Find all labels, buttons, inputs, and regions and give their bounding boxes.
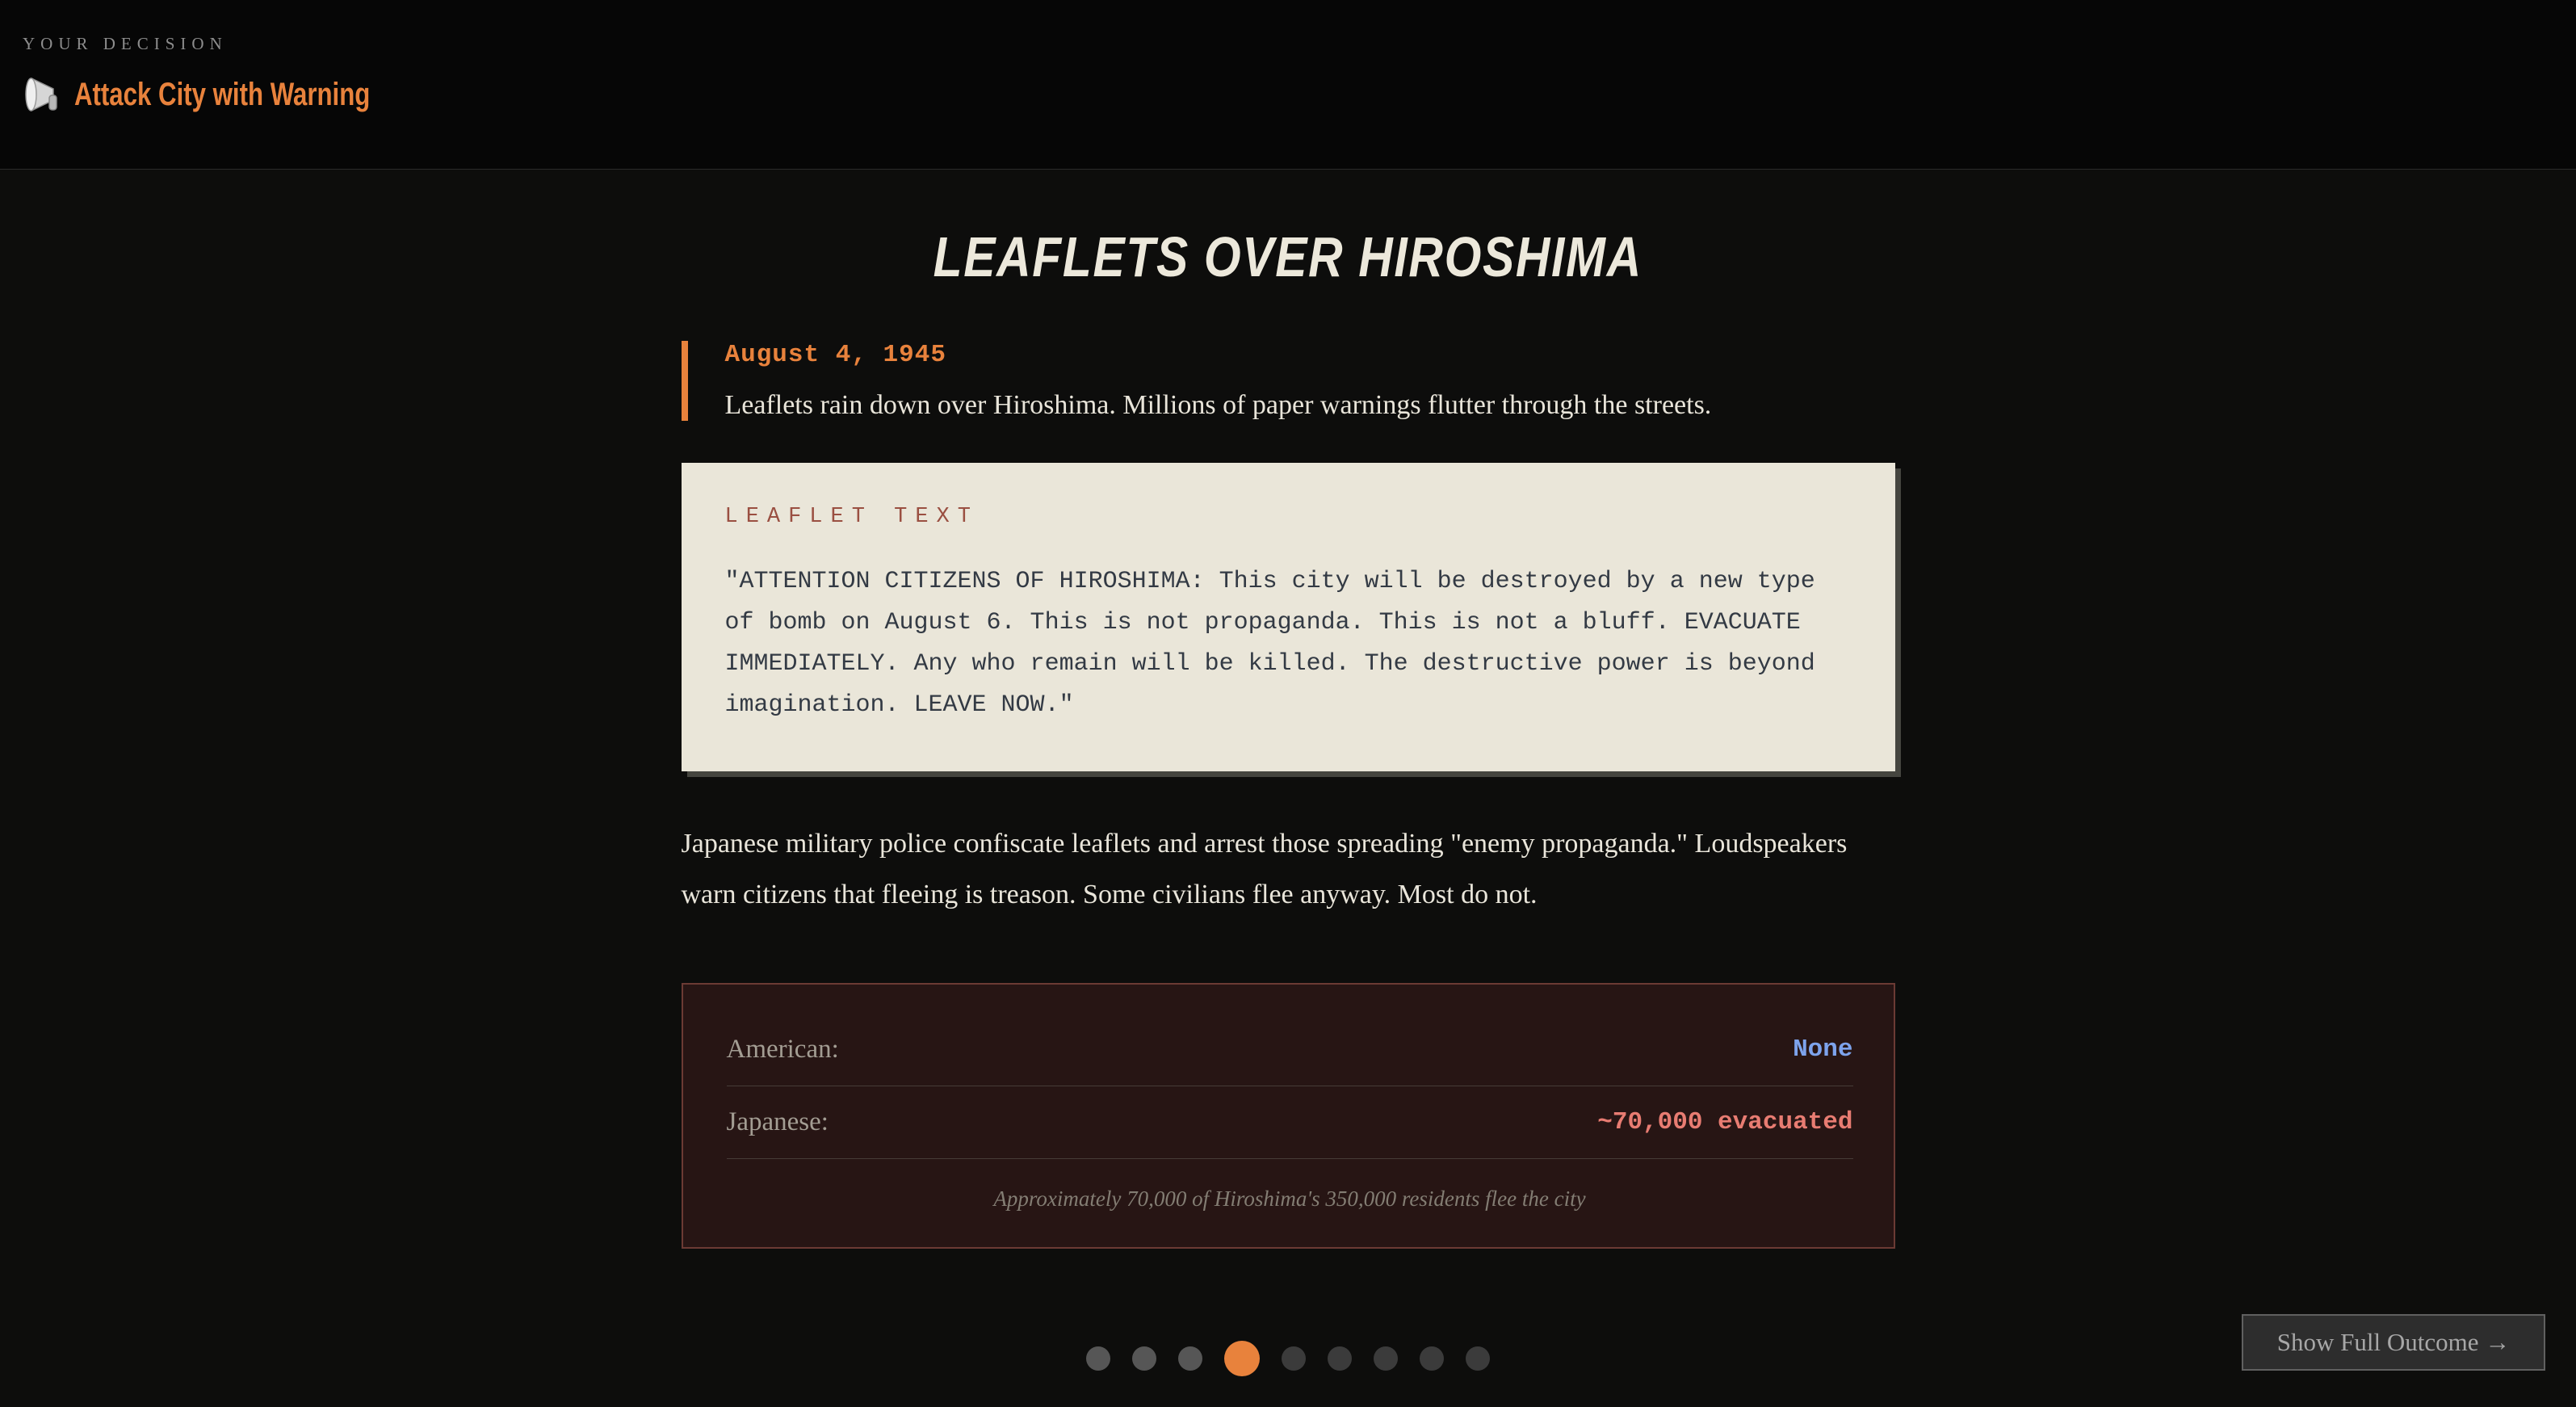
stat-row-japanese: [727, 1086, 1853, 1159]
page-dot-9[interactable]: [1466, 1346, 1490, 1371]
megaphone-icon: [23, 75, 61, 114]
page-dot-2[interactable]: [1132, 1346, 1156, 1371]
stat-label: Japanese:: [726, 1107, 829, 1136]
stat-label: American:: [726, 1035, 839, 1064]
page-dot-8[interactable]: [1420, 1346, 1444, 1371]
casualties-note: Approximately 70,000 of Hiroshima's 350,000 residents flee the city: [993, 1186, 1586, 1211]
leaflet-card: [682, 463, 1895, 771]
pagination-dots: [1086, 1341, 1490, 1376]
event-title: LEAFLETS OVER HIROSHIMA: [933, 225, 1643, 288]
event-date: August 4, 1945: [724, 341, 946, 369]
stat-row-american: [727, 1014, 1853, 1086]
event-panel: [682, 225, 1895, 1249]
stat-value: ~70,000 evacuated: [1597, 1108, 1853, 1136]
decision-header: [0, 0, 2576, 170]
decision-eyebrow: YOUR DECISION: [23, 34, 228, 53]
decision-row: [23, 75, 2576, 114]
casualties-card: [682, 983, 1895, 1249]
page-dot-4[interactable]: [1224, 1341, 1260, 1376]
page-dot-3[interactable]: [1178, 1346, 1202, 1371]
page-dot-5[interactable]: [1282, 1346, 1306, 1371]
leaflet-card-label: LEAFLET TEXT: [724, 505, 979, 529]
page-dot-1[interactable]: [1086, 1346, 1110, 1371]
page-dot-6[interactable]: [1328, 1346, 1352, 1371]
stat-value: None: [1793, 1035, 1853, 1064]
date-block: [682, 341, 1895, 421]
page-dot-7[interactable]: [1374, 1346, 1398, 1371]
event-lead-text: Leaflets rain down over Hiroshima. Millions of paper warnings flutter through the streets.: [724, 390, 1712, 420]
aftermath-text: Japanese military police confiscate leaflets and arrest those spreading "enemy propaganda." Loudspeakers warn citizens that fleeing is treason. Some civilians flee anyway. Most do not.: [681, 829, 1848, 909]
decision-label: Attack City with Warning: [74, 76, 371, 112]
show-full-outcome-button[interactable]: Show Full Outcome →: [2242, 1314, 2545, 1371]
leaflet-card-text: "ATTENTION CITIZENS OF HIROSHIMA: This city will be destroyed by a new type of bomb on August 6. This is not propaganda. This is not a bluff. EVACUATE IMMEDIATELY. Any who remain will be killed. The destructive power is beyond imagination. LEAVE NOW.": [724, 568, 1815, 719]
